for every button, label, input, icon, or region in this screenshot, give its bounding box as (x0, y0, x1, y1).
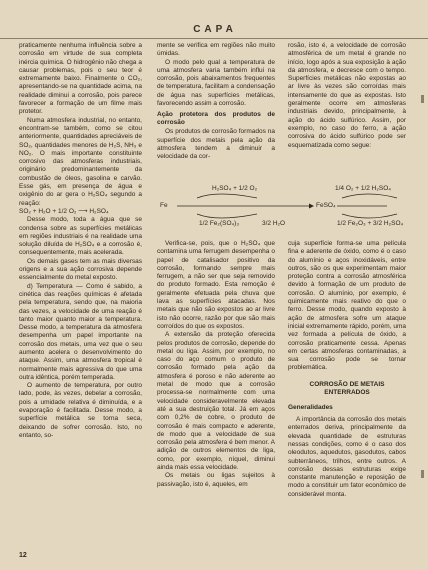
subheading: Generalidades (288, 403, 333, 411)
reagents-top: H₂SO₄ + 1/2 O₂ (212, 185, 258, 192)
paragraph: praticamente nenhuma influência sobre a corrosão em virtude de sua completa inércia química. O hidrogênio não chega a causar problemas, pois o seu teor é extremamente baixo. Finalmente o CO₂, apresentando-se na quantidade acima, na realidade diminui a corrosão, pois parece favorecer a formação de um filme mais protetor. (19, 42, 142, 116)
section-heading-line: CORROSÃO DE METAIS (309, 380, 385, 388)
reagents-top-right: 1/4 O₂ + 1/2 H₂SO₄ (335, 185, 391, 192)
paragraph: d) Temperatura — Como é sabido, a cinética das reações químicas é afetada pela temperatura, sendo que, na maioria das vezes, a velocidade de uma reação é tanto maior quanto maior a temperatura. Desse modo, a temperatura da atmosfera desempenha um papel importante na corrosão dos metais, uma vez que o seu aumento acelera o desenvolvimento do ataque. Assim, uma atmosfera tropical é normalmente mais agressiva do que uma outra idêntica, porém temperada. (19, 282, 142, 381)
column-1 (19, 42, 142, 440)
reaction-scheme (157, 180, 412, 232)
reagents-bottom-mid: 3/2 H₂O (262, 220, 286, 227)
section-title: CAPA (193, 24, 237, 35)
product-label: FeSO₄ (316, 202, 336, 209)
paragraph: Desse modo, toda a água que se condensa sobre as superfícies metálicas em regiões industriais é na realidade uma solução diluída de H₂SO₄ e a corrosão é, consequentemente, mais acelerada. (19, 216, 142, 257)
column-3-top (288, 42, 406, 150)
paragraph: Numa atmosfera industrial, no entanto, encontram-se também, como se citou anteriormente, quantidades apreciáveis de SO₂, quantidades menores de H₂S, NH₃ e NO₂. O mais importante constituinte corrosivo das atmosferas industriais, originário predominantemente da combustão de óleos, gasolina e carvão. Esse gás, em presença de água e oxigênio do ar gera o H₂SO₄ segundo a reação: (19, 116, 142, 207)
column-2-bottom (157, 240, 275, 489)
reaction-equation: SO₂ + H₂O + 1/2 O₂ ⟶ H₂SO₄ (19, 207, 109, 215)
paragraph: A extensão da proteção oferecida pelos produtos de corrosão, depende do metal ou liga. Assim, por exemplo, no caso do aço comum o produto de corrosão formado pela ação da atmosfera é poroso e não aderente ao metal de modo que a corrosão processa-se normalmente com uma velocidade consideravelmente elevada até a sua destruição total. Já em aços com 0,2% de cobre, o produto de corrosão é mais compacto e aderente, de modo que a velocidade de sua corrosão pela atmosfera é bem menor. A adição de outros elementos de liga, como, por exemplo, níquel, diminui ainda mais essa velocidade. (157, 331, 275, 472)
products-bottom-right: 1/2 Fe₂O₃ + 3/2 H₂SO₄ (337, 220, 404, 227)
page-number: 12 (19, 552, 27, 559)
paragraph: cuja superfície forma-se uma película fina e aderente de óxido, como é o caso do alumínio e aços inoxidáveis, entre outros, são os que experimentam maior proteção contra a corrosão atmosférica devido à formação de um produto de corrosão. O alumínio, por exemplo, é quimicamente mais reativo do que o ferro. Desse modo, quando exposto à ação de atmosfera sofre um ataque inicial extremamente rápido, porém, uma vez formada a película de óxido, a corrosão praticamente cessa. Apenas em certas atmosferas contaminadas, a sua corrosão pode se tornar problemática. (288, 240, 406, 372)
paragraph: rosão, isto é, a velocidade de corrosão atmosférica de um metal é grande no início, logo após a sua exposição à ação da atmosfera, e decresce com o tempo. Superfícies metálicas não expostas ao ar livre às vezes são corroídas mais intensamente do que as expostas. Isto geralmente ocorre em atmosferas industriais devido, principalmente, à ação do ácido sulfúrico. Assim, por exemplo, no caso do ferro, a ação corrosiva do ácido sulfúrico pode ser esquematizada como segue: (288, 42, 406, 149)
reagents-bottom-left: 1/2 Fe₂(SO₄)₃ (199, 220, 239, 227)
column-3-bottom (288, 240, 406, 499)
column-2-top (157, 42, 275, 162)
iron-label: Fe (160, 202, 168, 209)
paragraph: Os produtos de corrosão formados na superfície dos metais pela ação da atmosfera tendem a diminuir a velocidade da cor- (157, 128, 275, 161)
paragraph: O aumento de temperatura, por outro lado, pode, às vezes, debelar a corrosão, pois a umidade relativa é diminuída, e a evaporação é facilitada. Desse modo, a superfície metálica se torna seca, deixando de sofrer corrosão. Isto, no entanto, so- (19, 382, 142, 439)
binding-mark (421, 95, 424, 103)
paragraph: O modo pelo qual a temperatura de uma atmosfera varia também influi na corrosão, pois abaixamentos frequentes de temperatura, facilitam a condensação de água nas superfícies metálicas, favorecendo assim a corrosão. (157, 58, 275, 108)
paragraph: mente se verifica em regiões não muito úmidas. (157, 42, 275, 58)
paragraph: A importância da corrosão dos metais enterrados deriva, principalmente da elevada quantidade de estruturas nessas condições, como é o caso dos oleodutos, aquedutos, gasodutos, cabos subterrâneos, trilhos, entre outros. A corrosão dessas estruturas exige constante manutenção e reposição de modo a constituir um fator econômico de considerável monta. (288, 416, 406, 498)
binding-mark (421, 470, 424, 478)
header-rule (0, 38, 428, 39)
paragraph: Verifica-se, pois, que o H₂SO₄ que contamina uma ferrugem desempenha o papel de catalisador positivo da corrosão, formando sempre mais ferrugem, a não ser que seja removido do produto formado. Esta remoção é geralmente efetuada pela chuva que lava as superfícies atacadas. Nos metais que não são expostos ao ar livre isto não ocorre, razão por que são mais corroídos do que os expostos. (157, 240, 275, 330)
paragraph: Os metais ou ligas sujeitos à passivação, isto é, aqueles, em (157, 472, 275, 488)
paragraph: Os demais gases tem as mais diversas origens e a sua ação corrosiva depende essencialmente do metal exposto. (19, 257, 142, 282)
section-heading (288, 381, 406, 398)
subheading: Ação protetora dos produtos de corrosão (157, 111, 275, 127)
section-heading-line: ENTERRADOS (324, 389, 370, 397)
